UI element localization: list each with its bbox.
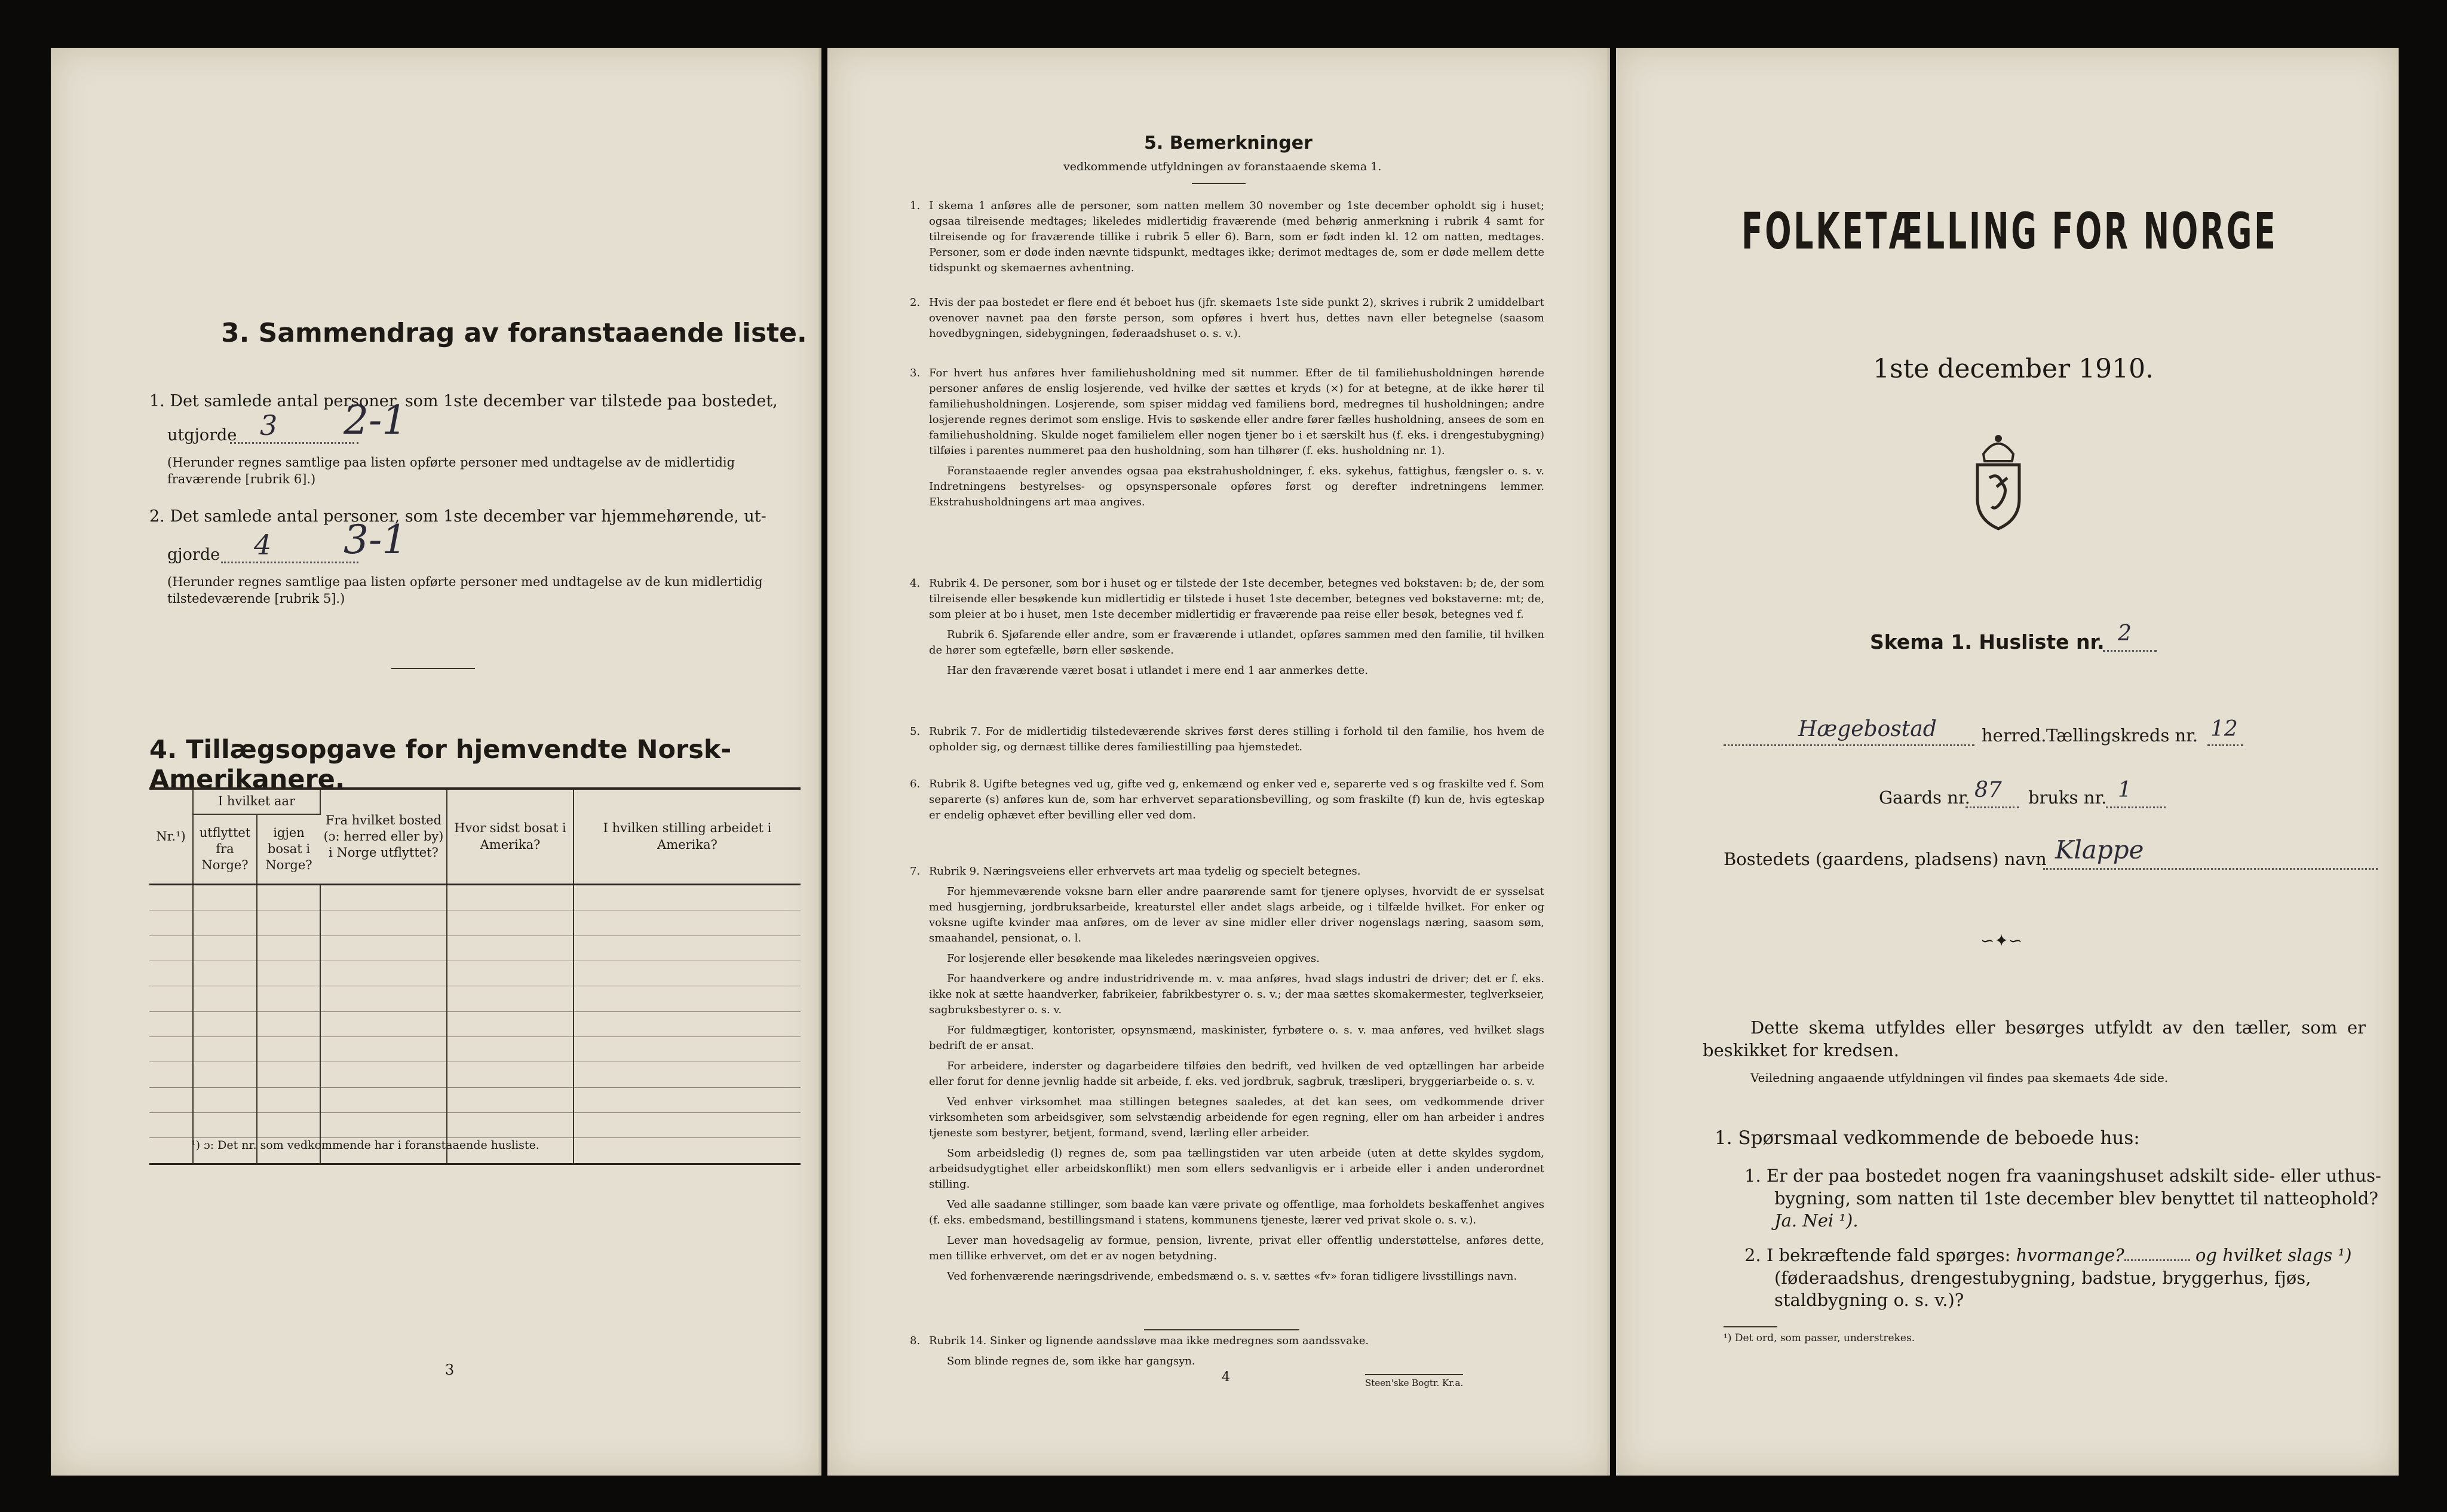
remark-paragraph: Ved alle saadanne stillinger, som baade kan være private og offentlige, maa forholdets beskaffenhet angives (f. eks. embedsmand, bestillingsmand i statens, kommunens tjeneste, lærer ved privat skole o. s. v.). xyxy=(929,1198,1544,1226)
remark-number: 8. xyxy=(910,1335,921,1347)
table-row xyxy=(149,910,801,936)
remark-paragraph: Rubrik 6. Sjøfarende eller andre, som er fraværende i utlandet, opføres sammen med den familie, til hvilken de hører som egtefælle, børn eller søskende. xyxy=(929,628,1544,657)
gaards-nr: 87 xyxy=(1974,778,2002,802)
remark-paragraph: For haandverkere og andre industridrivende m. v. maa anføres, hvad slags industri de driver; det er f. eks. ikke nok at sætte haandverker, fabrikeier, fabrikbestyrer o. s. v.; der maa sættes skomakermester, teglverkseier, sagbruksbestyrer o. s. v. xyxy=(929,973,1544,1016)
bruks-line xyxy=(2106,806,2166,808)
col-nr: Nr.¹) xyxy=(149,789,193,885)
remarks-title: 5. Bemerkninger xyxy=(1144,133,1313,154)
item1-handwritten: 2-1 xyxy=(344,397,407,443)
table-row xyxy=(149,986,801,1011)
question-2-hvormange: hvormange? xyxy=(2016,1245,2124,1265)
separator-rule xyxy=(391,668,475,669)
table-row xyxy=(149,936,801,961)
instruction-small: Veiledning angaaende utfyldningen vil findes paa skemaets 4de side. xyxy=(1750,1071,2169,1085)
item2-prefix: gjorde xyxy=(167,545,220,564)
remark-paragraph: Ved enhver virksomhet maa stillingen betegnes saaledes, at det kan sees, om vedkommende driver virksomheten som arbeidsgiver, som selvstændig arbeidende for egen regning, eller om han arbeider i andres tjeneste som bestyrer, betjent, formand, svend, lærling eller arbeider. xyxy=(929,1096,1544,1139)
item1-note: (Herunder regnes samtlige paa listen opførte personer med undtagelse av de midlertidig fraværende [rubrik 6].) xyxy=(167,455,735,487)
census-title: FOLKETÆLLING FOR NORGE xyxy=(1741,202,2278,260)
remark-number: 7. xyxy=(910,865,921,878)
table-row xyxy=(149,1113,801,1138)
remark-paragraph: For hjemmeværende voksne barn eller andre paarørende samt for tjenere oplyses, hvorvidt de er sysselsat med husgjerning, jordbruksarbeide, kreaturstel eller andet slags arbeide, og i tilfælde hvilket. For enker og voksne ugifte kvinder maa anføres, om de lever av sine midler eller driver nogenslags næring, saasom søm, smaahandel, pensionat, o. l. xyxy=(929,885,1544,944)
question-2 xyxy=(1744,1244,2399,1312)
remark-paragraph: Rubrik 9. Næringsveiens eller erhvervets art maa tydelig og specielt betegnes. xyxy=(929,865,1361,878)
remark-item xyxy=(910,295,1544,346)
question-1-answer: Ja. Nei ¹). xyxy=(1774,1210,1859,1231)
item1-dotted-line xyxy=(230,442,358,444)
remarks-rule xyxy=(1192,183,1246,184)
section3-title: 3. Sammendrag av foranstaaende liste. xyxy=(221,318,807,348)
coat-of-arms-icon xyxy=(1965,430,2031,532)
item1-prefix: utgjorde xyxy=(167,426,237,444)
remark-paragraph: Rubrik 7. For de midlertidig tilstedeværende skrives først deres stilling i forhold til den familie, hos hvem de opholder sig, og dernæst tillike deres familiestilling paa hjemstedet. xyxy=(929,725,1544,753)
remark-number: 4. xyxy=(910,577,921,590)
item1-value: 3 xyxy=(260,409,278,441)
remark-paragraph: Som blinde regnes de, som ikke har gangsyn. xyxy=(947,1355,1195,1367)
remark-number: 3. xyxy=(910,367,921,379)
remark-item xyxy=(910,1333,1544,1374)
bruks-label: bruks nr. xyxy=(2028,787,2107,808)
right-footnote: ¹) Det ord, som passer, understrekes. xyxy=(1724,1332,1915,1344)
printer-imprint: Steen'ske Bogtr. Kr.a. xyxy=(1365,1374,1463,1388)
kreds-label: Tællingskreds nr. xyxy=(2046,725,2198,746)
remark-number: 5. xyxy=(910,725,921,738)
item1-text: 1. Det samlede antal personer, som 1ste december var tilstede paa bostedet, xyxy=(149,392,778,410)
herred-label: herred. xyxy=(1982,725,2047,746)
remark-number: 1. xyxy=(910,200,921,212)
item2-value: 4 xyxy=(254,529,272,561)
end-rule xyxy=(1144,1329,1299,1330)
husliste-nr: 2 xyxy=(2118,621,2132,646)
col-utflyttet: utflyttet fra Norge? xyxy=(193,814,257,885)
question-heading: 1. Spørsmaal vedkommende de beboede hus: xyxy=(1715,1127,2140,1149)
remark-paragraph: Som arbeidsledig (l) regnes de, som paa tællingstiden var uten arbeide (uten at dette skyldes sygdom, arbeidsudygtighet eller arbeidskonflikt) men som ellers sedvanligvis er i arbeide eller i anden underordnet stilling. xyxy=(929,1147,1544,1191)
ornament-divider-icon: ∽✦∽ xyxy=(1980,931,2023,950)
col-sidst: Hvor sidst bosat i Amerika? xyxy=(447,789,574,885)
remark-paragraph: Rubrik 8. Ugifte betegnes ved ug, gifte ved g, enkemænd og enker ved e, separerte ved s og fraskilte ved f. Som separerte (s) anføres kun de, som har erhvervet separationsbevilling, og som fraskilte (f) kun de, hvis egteskap er endelig ophævet efter bevilling eller ved dom. xyxy=(929,778,1544,821)
col-bosted: Fra hvilket bosted (ɔ: herred eller by) i Norge utflyttet? xyxy=(320,789,447,885)
question-2-hvilket: og hvilket slags ¹) xyxy=(2195,1245,2352,1265)
instruction-text: Dette skema utfyldes eller besørges utfyldt av den tæller, som er beskikket for kredsen. xyxy=(1703,1017,2366,1060)
page-left xyxy=(51,48,821,1476)
item2-dotted-line xyxy=(221,562,358,563)
gaards-label: Gaards nr. xyxy=(1879,787,1970,808)
question-2-examples: (føderaadshus, drengestubygning, badstue, bryggerhus, fjøs, staldbygning o. s. v.)? xyxy=(1774,1267,2311,1311)
remark-paragraph: Ved forhenværende næringsdrivende, embedsmænd o. s. v. sættes «fv» foran tidligere livsstillings navn. xyxy=(947,1270,1517,1283)
norsk-amerikaner-table xyxy=(149,787,801,1165)
page-number-middle: 4 xyxy=(1222,1370,1230,1385)
husliste-line xyxy=(2103,650,2157,652)
skema-label: Skema 1. Husliste nr. xyxy=(1870,630,2105,654)
col-stilling: I hvilken stilling arbeidet i Amerika? xyxy=(574,789,801,885)
remark-item xyxy=(910,777,1544,828)
table-row xyxy=(149,1011,801,1036)
remark-item xyxy=(910,366,1544,515)
remarks-subtitle: vedkommende utfyldningen av foranstaaende skema 1. xyxy=(1063,160,1382,173)
bosted-name: Klappe xyxy=(2055,835,2144,864)
remark-paragraph: For hvert hus anføres hver familiehusholdning med sit nummer. Efter de til familiehusholdningen hørende personer anføres de enslig losjerende, ved hvilke der sættes et kryds (×) for at betegne, at de ikke hører til familiehusholdningen. Losjerende, som spiser middag ved familiens bord, medregnes til husholdningen; andre losjerende regnes derimot som enslige. Hvis to søskende eller andre fører fælles husholdning, ansees de som en familiehusholdning. Skulde noget familielem eller nogen tjener bo i et særskilt hus (f. eks. i drengestubygning) tilføies i parentes nummeret paa den husholdning, som han tilhører (f. eks. husholdning nr. 1). xyxy=(929,367,1544,457)
remark-paragraph: Hvis der paa bostedet er flere end ét beboet hus (jfr. skemaets 1ste side punkt 2), skrives i rubrik 2 umiddelbart ovenover navnet paa den første person, som opføres i hvert hus, dettes navn eller betegnelse (saasom hovedbygningen, sidebygningen, føderaadshuset o. s. v.). xyxy=(929,296,1544,340)
herred-line xyxy=(1724,744,1974,746)
question-1-text: 1. Er der paa bostedet nogen fra vaaningshuset adskilt side- eller uthus-bygning, som natten til 1ste december blev benyttet til natteophold? xyxy=(1744,1166,2381,1209)
page-right xyxy=(1616,48,2399,1476)
bruks-nr: 1 xyxy=(2118,778,2132,802)
remark-item xyxy=(910,576,1544,683)
gaards-line xyxy=(1965,806,2019,808)
remark-paragraph: Rubrik 4. De personer, som bor i huset og er tilstede der 1ste december, betegnes ved bokstaven: b; de, der som tilreisende eller besøkende kun midlertidig er tilstede i huset 1ste december, betegnes ved bokstaverne: mt; de, som pleier at bo i huset, men 1ste december midlertidig er fraværende paa reise eller besøk, betegnes ved f. xyxy=(929,577,1544,621)
herred-name: Hægebostad xyxy=(1798,717,1937,741)
item2-note: (Herunder regnes samtlige paa listen opførte personer med undtagelse av de kun midlertidig tilstedeværende [rubrik 5].) xyxy=(167,575,763,606)
remark-item xyxy=(910,724,1544,760)
remark-paragraph: Foranstaaende regler anvendes ogsaa paa ekstrahusholdninger, f. eks. sykehus, fattighus, fængsler o. s. v. Indretningens bestyrelses- og opsynspersonale opføres først og derefter indretningens lemmer. Ekstrahusholdningens art maa angives. xyxy=(929,465,1544,508)
item2-text: 2. Det samlede antal personer, som 1ste december var hjemmehørende, ut- xyxy=(149,507,766,526)
page-number-left: 3 xyxy=(445,1361,455,1378)
remark-item xyxy=(910,864,1544,1289)
section4-title: 4. Tillægsopgave for hjemvendte Norsk-Amerikanere. xyxy=(149,735,732,795)
remark-paragraph: For fuldmægtiger, kontorister, opsynsmænd, maskinister, fyrbøtere o. s. v. maa anføres, ved hvilket slags bedrift de er ansat. xyxy=(929,1024,1544,1052)
footnote-rule xyxy=(1724,1326,1777,1327)
census-date: 1ste december 1910. xyxy=(1873,354,2154,384)
remark-item xyxy=(910,198,1544,281)
remark-paragraph: Lever man hovedsagelig av formue, pension, livrente, privat eller offentlig understøttelse, anføres dette, men tillike erhvervet, om det er av nogen betydning. xyxy=(929,1234,1544,1262)
table-footnote: ¹) ɔ: Det nr. som vedkommende har i foranstaaende husliste. xyxy=(191,1139,539,1152)
question-2-text: 2. I bekræftende fald spørges: xyxy=(1744,1245,2011,1265)
table-row xyxy=(149,885,801,910)
remark-paragraph: For arbeidere, inderster og dagarbeidere tilføies den bedrift, ved hvilken de ved optællingen har arbeide eller forut for denne jevnlig hadde sit arbeide, f. eks. ved jordbruk, sagbruk, træsliperi, bryggeriarbeide o. s. v. xyxy=(929,1060,1544,1088)
table-row xyxy=(149,961,801,986)
table-row xyxy=(149,1062,801,1087)
kreds-line xyxy=(2207,744,2243,746)
item2-handwritten: 3-1 xyxy=(344,517,407,563)
remark-number: 2. xyxy=(910,296,921,309)
col-igjen: igjen bosat i Norge? xyxy=(257,814,320,885)
bosted-line xyxy=(2043,868,2378,870)
bosted-label: Bostedets (gaardens, pladsens) navn xyxy=(1724,849,2047,869)
remark-paragraph: For losjerende eller besøkende maa likeledes næringsveien opgives. xyxy=(947,952,1320,965)
hvormange-line xyxy=(2124,1259,2190,1261)
table-row xyxy=(149,1037,801,1062)
page-middle xyxy=(827,48,1610,1476)
question-1 xyxy=(1744,1165,2399,1232)
table-row xyxy=(149,1087,801,1112)
remark-paragraph: Har den fraværende været bosat i utlandet i mere end 1 aar anmerkes dette. xyxy=(947,664,1368,677)
kreds-nr: 12 xyxy=(2210,717,2238,741)
remark-paragraph: I skema 1 anføres alle de personer, som natten mellem 30 november og 1ste december opholdt sig i huset; ogsaa tilreisende medtages; likeledes midlertidig fraværende (med behørig anmerkning i rubrik 4 samt for tilreisende og for fraværende tillike i rubrik 5 eller 6). Barn, som er født inden kl. 12 om natten, medtages. Personer, som er døde inden nævnte tidspunkt, medtages ikke; derimot medtages de, som er døde mellem dette tidspunkt og skemaernes avhentning. xyxy=(929,200,1544,274)
remark-paragraph: Rubrik 14. Sinker og lignende aandssløve maa ikke medregnes som aandssvake. xyxy=(929,1335,1369,1347)
col-group-year: I hvilket aar xyxy=(193,789,320,814)
remark-number: 6. xyxy=(910,778,921,790)
